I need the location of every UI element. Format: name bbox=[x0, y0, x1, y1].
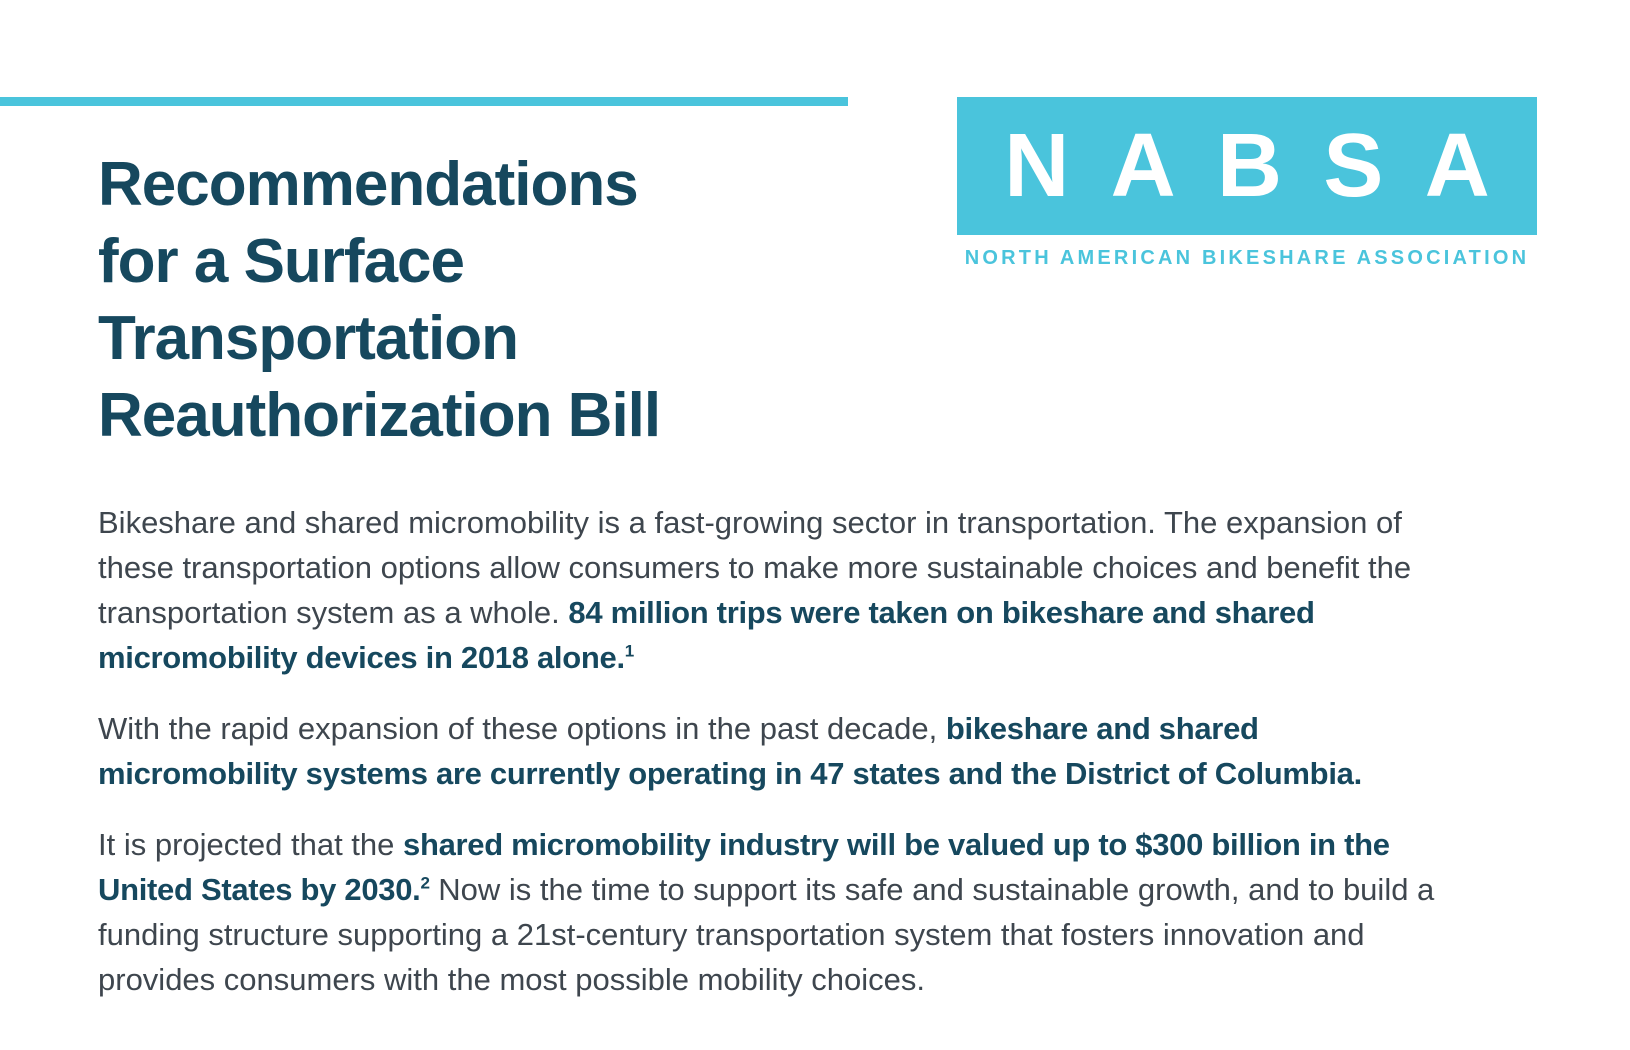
page-title bbox=[98, 146, 660, 454]
body-text: Now is the time to support its safe and sustainable growth, and to build a funding structure supporting a 21st-century transportation system that fosters innovation and provides consumers with the most possible mobility choices. bbox=[98, 872, 1435, 997]
nabsa-logo-acronym: NABSA bbox=[1004, 116, 1532, 216]
paragraph bbox=[98, 500, 1446, 680]
paragraph bbox=[98, 822, 1446, 1002]
emphasis-text: bikeshare and shared micromobility systems are currently operating in 47 states and the District of Columbia. bbox=[98, 711, 1362, 791]
paragraph bbox=[98, 706, 1446, 796]
page-title-line-1: Recommendations bbox=[98, 150, 638, 219]
page-title-line-2: for a Surface bbox=[98, 227, 465, 296]
body-paragraphs bbox=[98, 500, 1446, 1028]
body-text: With the rapid expansion of these options in the past decade, bbox=[98, 711, 946, 746]
nabsa-logo bbox=[957, 97, 1537, 270]
accent-divider-bar bbox=[0, 97, 848, 106]
emphasis-text: 84 million trips were taken on bikeshare and shared micromobility devices in 2018 alone. bbox=[98, 595, 1315, 675]
page-title-line-3: Transportation bbox=[98, 304, 519, 373]
body-text: It is projected that the bbox=[98, 827, 404, 862]
nabsa-logo-box bbox=[957, 97, 1537, 235]
nabsa-logo-tagline: NORTH AMERICAN BIKESHARE ASSOCIATION bbox=[964, 247, 1530, 269]
body-text: Bikeshare and shared micromobility is a fast-growing sector in transportation. The expansion of these transportation options allow consumers to make more sustainable choices and benefit the transportation system as a whole. bbox=[98, 505, 1412, 630]
footnote-reference: 1 bbox=[624, 641, 634, 661]
page-title-line-4: Reauthorization Bill bbox=[98, 381, 661, 450]
footnote-reference: 2 bbox=[420, 873, 430, 893]
emphasis-text: shared micromobility industry will be valued up to $300 billion in the United States by 2030. bbox=[98, 827, 1390, 907]
